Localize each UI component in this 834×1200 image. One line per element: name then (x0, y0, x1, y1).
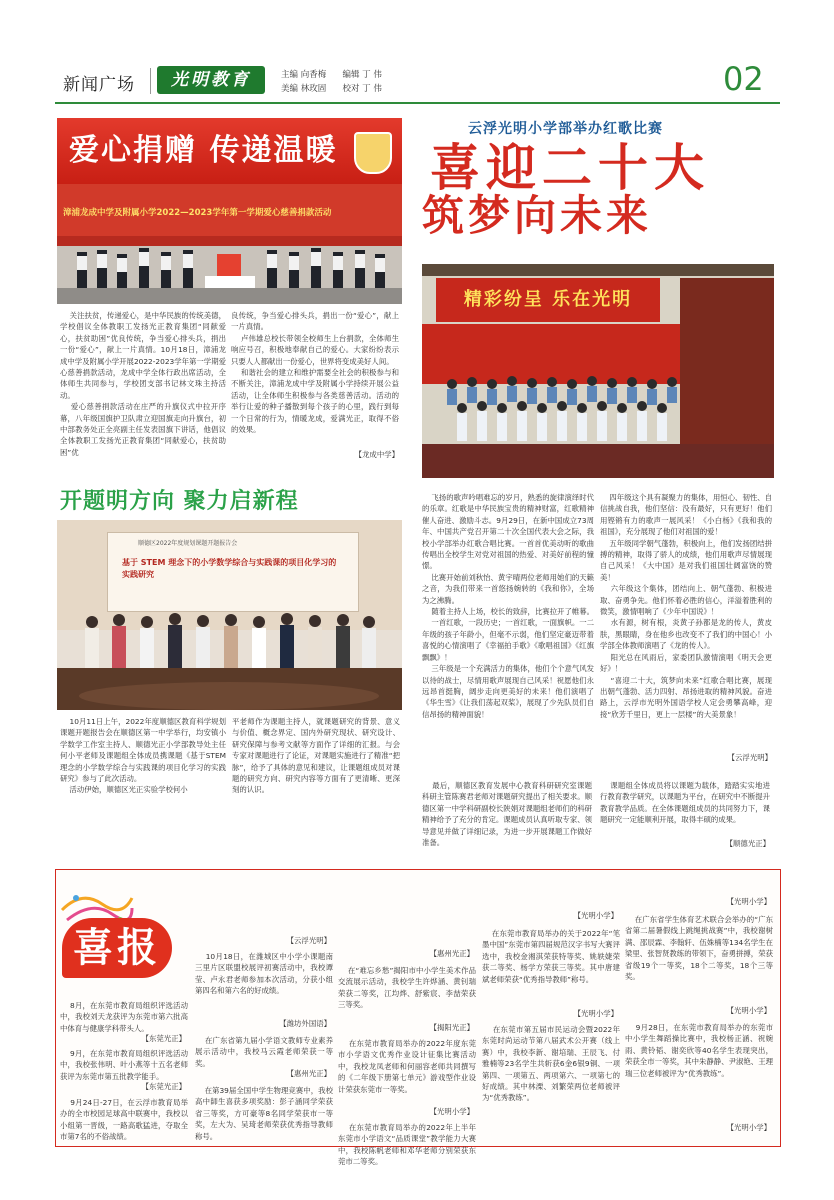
xibao-item: 在东莞市教育局举办的2022年上半年东莞市小学语文“品质课堂”教学能力大赛中，我校陈帆老师和邓华老师分别荣获东莞市二等奖。 (338, 1123, 477, 1167)
presentation-screen (107, 532, 359, 612)
xibao-item-sig: 【东莞光正】 (141, 1034, 186, 1043)
research-title: 开题明方向 聚力启新程 (60, 489, 299, 514)
xibao-item: 8月，在东莞市教育局组织评选活动中，我校刘天龙获评为东莞市第六批高中体育与健康学科带头人。 (60, 1001, 188, 1033)
section-title: 新闻广场 (63, 75, 135, 95)
research-text-col2: 平老师作为课题主持人，就课题研究的背景、意义与价值、概念界定、国内外研究现状、研究设计、研究保障与参考文献等方面作了详细的汇报。与会专家对课题进行了论证，对课题实施进行了精准“把脉”，给予了具体的意见和建议，让课题组成员对课题的研究方向、研究内容等方面有了更清晰、更深刻的认识。 (232, 717, 400, 795)
xibao-item: 在东莞市第五届市民运动会暨2022年东莞时尚运动节第八届武术公开赛（线上赛）中，我校李新、谢培瑞、王辰飞、付雅楠等23名学生共斩获6金6银9铜、一项第四、一项第五、两项第六、一项第七的好成绩。其中林溧、刘繁荣两位老师被评为“优秀教练”。 (482, 1025, 621, 1103)
xibao-item-sig: 【潍坊外国语】 (279, 1019, 331, 1028)
charity-banner: 漳浦龙成中学及附属小学2022—2023学年第一学期爱心慈善捐款活动 (63, 208, 332, 218)
song-contest-kicker: 云浮光明小学部举办红歌比赛 (468, 121, 663, 137)
stage-screen (436, 278, 660, 322)
header-divider (150, 68, 151, 94)
xibao-item: 在东莞市教育局举办的关于2022年“笔墨中国”东莞市第四届规范汉字书写大赛评选中，我校金湘淇荣获特等奖、姚轶婕荣获二等奖、杨学方荣获三等奖。其中唐建斌老师荣获“优秀指导教师”称号。 (482, 929, 620, 984)
teachers-group (57, 606, 402, 710)
stage-text: 精彩纷呈 乐在光明 (463, 289, 633, 310)
choir-group (422, 364, 774, 478)
xibao-item: 10月18日，在潍城区中小学小课题南三里片区联盟校展评初赛活动中，我校谭莹、卢永君老师参加本次活动，分获小组第四名和第六名的好成绩。 (195, 952, 333, 996)
xibao-item-cont (195, 888, 333, 932)
charity-title-bar (57, 118, 402, 184)
xibao-item-sig: 【惠州光正】 (286, 1069, 331, 1078)
xibao-item-sig: 【光明小学】 (726, 1006, 771, 1015)
editor-label: 美编 (281, 84, 299, 94)
xibao-item: 9月24日-27日，在云浮市教育局举办的全市校园足球高中联赛中，我校以小组第一晋级，一路高歌猛进，夺取全市第7名的不俗战绩。 (60, 1098, 188, 1142)
research-photo (57, 520, 402, 710)
charity-title: 爱心捐赠 传递温暖 (69, 133, 338, 168)
xibao-item: 在广东省第九届小学语文教师专业素养展示活动中，我校马云霞老师荣获一等奖。 (195, 1036, 333, 1068)
slide-title: 基于 STEM 理念下的小学数学综合与实践课的项目化学习的实践研究 (122, 558, 337, 579)
xibao-item-sig: 【光明小学】 (573, 911, 618, 920)
editor-credits (281, 68, 421, 96)
research-text-col1: 10月11日上午，2022年度顺德区教育科学规划课题开题报告会在顺德区第一中学举行，均安镇小学数学工作室主持人、顺德光正小学部教导处主任何小平老师及课题组全体成员携课题《基于STEM理念的小学数学综合与实践课的项目化学习的实践研究》参与了此次活动。 活动伊始，顺德区光正实验学校何小 (60, 717, 226, 795)
charity-signature: 【龙成中学】 (354, 450, 399, 459)
header-rule (55, 102, 780, 104)
xibao-item-sig: 【揭阳光正】 (429, 1023, 474, 1032)
song-contest-text-col1: 飞扬的歌声吟唱难忘的岁月，熟悉的旋律演绎时代的乐章。红歌是中华民族宝贵的精神财富，红歌精神催人奋进、激励斗志。9月29日，在新中国成立73周年、中国共产党召开第二十次全国代表大会之际，我校小学部举办红歌合唱比赛。一首首优美动听的歌曲传唱出全校学生对党对祖国的热爱、对美好前程的憧憬。 比赛开始前刘秋怡、黄宇晴两位老师用她们的天籁之音，为我们带来一首悠扬婉转的《我和你》，全场为之沸腾。 随着主持人上场，校长的致辞，比赛拉开了帷幕。 一首红歌，一段历史；一首红歌，一面旗帜。一二年级的孩子年龄小，但毫不示弱，他们坚定豪迈带着喜悦的心情演唱了《幸福拍手歌》《歌唱祖国》《红旗飘飘》！ 三年级是一个充满活力的集体，他们个个意气风发以待的战士，尽情用歌声展现自己风采！祝愿他们永远昂首挺胸，阔步走向更美好的未来！他们演唱了《华生雪》《让我们荡起双桨》，展现了少先队员们自信昂扬的精神面貌！ (422, 493, 595, 719)
xibao-item-sig: 【光明小学】 (573, 1009, 618, 1018)
song-contest-photo (422, 264, 774, 478)
song-contest-signature: 【云浮光明】 (727, 753, 772, 762)
song-contest-title-1: 喜迎二十大 (430, 138, 710, 197)
school-emblem-icon (354, 132, 392, 174)
xibao-item: 9月28日，在东莞市教育局举办的东莞市中小学生舞蹈操比赛中，我校杨正涵、祝婉雨、黄铃韬、谢奕欣等40名学生表现突出，荣获全市一等奖，其中朱静静、尹淑艳、王理瑞三位老师被评为“优秀教练”。 (625, 1023, 773, 1078)
editor-name: 林玫固 (300, 84, 327, 94)
brand-logo (157, 66, 265, 94)
xibao-item: 在第39届全国中学生物理竞赛中，我校高中師生喜获多项奖励：彭子涵同学荣获省三等奖，方可豪等8名同学荣获市一等奖，左大为、吴琦老师荣获优秀指导教师称号。 (195, 1086, 333, 1141)
xibao-item-sig: 【惠州光正】 (429, 949, 474, 958)
charity-text-col2: 良传统，争当爱心排头兵，捐出一份“爱心”，献上一片真情。 卢伟雄总校长带领全校师生上台捐款，全体师生响应号召，积极地奉献自己的爱心。大家纷纷表示只要人人都献出一份爱心，世界将变成美好人间。 和谐社会的建立和维护需要全社会的积极参与和不断关注，漳浦龙成中学及附属小学持续开展公益活动，让全体师生积极参与各类慈善活动。活动的举行让爱的种子播散到每个孩子的心里，践行到每一个日常的行为，情暖龙成，爱满光正，取得不俗的效果。 (231, 311, 399, 435)
editor-label: 编辑 (342, 70, 360, 80)
xibao-item: 在东莞市教育局举办的2022年度东莞市小学语文优秀作业设计征集比赛活动中，我校龙凤老师和何丽容老师共同撰写的《二年级下册第七单元》游戏型作业设计荣获东莞市一等奖。 (338, 1039, 477, 1094)
xibao-item-sig: 【光明小学】 (726, 897, 771, 906)
page-header (55, 60, 780, 98)
xibao-item-sig: 【光明小学】 (429, 1107, 474, 1116)
xibao-title: 喜报 (62, 918, 172, 978)
xibao-item: 9月，在东莞市教育局组织评选活动中，我校张伟明、叶小燕等十五名老师获评为东莞市第五批教学能手。 (60, 1049, 188, 1081)
students-group (57, 244, 402, 304)
editor-label: 校对 (342, 84, 360, 94)
research-text-col3: 最后，顺德区教育发展中心教育科研研究室课题科研主管陈赛君老师对课题研究提出了相关要求。顺德区第一中学科研副校长陕娟对课题组老师们的科研精神给予了充分的肯定。课题成员认真听取专家、领导意见并做了详细记录，为进一步开展课题工作做好准备。 (422, 781, 592, 848)
editor-name: 向香梅 (300, 70, 327, 80)
slide-subtitle: 顺德区2022年度规划课题开题报告会 (138, 540, 238, 547)
research-signature: 【顺德光正】 (725, 839, 770, 848)
brand-text: 光明教育 (171, 70, 251, 90)
research-text-col4: 课题组全体成员将以课题为载体，踏踏实实地进行教育教学研究，以课题为平台，在研究中不断提升教育教学品质。在全体课题组成员的共同努力下，课题研究一定能顺利开展，取得丰硕的成果。 (600, 781, 770, 825)
editor-name: 丁 伟 (362, 70, 382, 80)
page-number: 02 (723, 60, 764, 98)
song-contest-text-col2: 四年级这个具有凝聚力的集体，用恒心、韧性、自信挑战自我，他们坚信：没有最好，只有更好！他们用铿锵有力的歌声一展风采！《小白杨》《我和我的祖国》，充分展现了他们对祖国的爱！ 五年级同学朝气蓬勃，积极向上，他们发扬团结拼搏的精神，取得了骄人的成绩，他们用歌声尽情展现自己风采！《大中国》是对我们祖国壮阔富饶的赞美！ 六年级这个集体，团结向上、朝气蓬勃、积极进取、奋勇争先。他们怀着必胜的信心，洋溢着胜利的微笑，激情唱响了《少年中国说》！ 水有源，树有根，炎黄子孙都是龙的传人，黄皮肤，黑眼睛，身在他乡也改变不了我们的中国心！小学部全体教师演唱了《龙的传人》。 阳光总在风雨后，家委团队激情演唱《明天会更好》！ “喜迎二十大，筑梦向未来”红歌合唱比赛，展现出朝气蓬勃、活力四射、昂扬进取的精神风貌。奋进路上，云浮市光明外国语学校人定会勇攀高峰，迎接“欣芳千里日，更上一层楼”的大美景象！ (600, 493, 773, 719)
xibao-item-sig: 【光明小学】 (726, 1123, 771, 1132)
charity-text-col1: 关注扶贫，传递爱心，是中华民族的传统美德，学校倡议全体教职工发扬光正教育集团“同献爱心，扶贫助困”优良传统，争当爱心排头兵，捐出一份“爱心”，献上一片真情。10月18日，漳浦龙成中学及附属小学开展2022-2023学年第一学期爱心慈善捐款活动，龙成中学全体行政出席活动，全体师生共同参与，学校团支部书记林文珠主持活动。 爱心慈善捐款活动在庄严的升旗仪式中拉开序幕，八年级国旗护卫队肃立迎国旗走向升旗台，初中部教务处正全亮副主任发表国旗下讲话，他倡议全体教职工发扬光正教育集团“同献爱心，扶贫助困”优 (60, 311, 226, 457)
editor-name: 丁 伟 (362, 84, 382, 94)
xibao-item: 在“难忘乡愁”揭阳市中小学生美术作品交流展示活动，我校学生许烨涵、黄钊瑞荣获二等奖，江均烨、舒紫宸、李喆荣获三等奖。 (338, 966, 476, 1010)
editor-label: 主编 (281, 70, 299, 80)
song-contest-title-2: 筑梦向未来 (422, 191, 653, 240)
xibao-item-sig: 【云浮光明】 (286, 936, 331, 945)
xibao-item-sig: 【东莞光正】 (141, 1082, 186, 1091)
xibao-item: 在广东省学生体育艺术联合会举办的“广东省第二届暑假线上跳绳挑战赛”中，我校谢树满、邵辰霖、李翰轩、伍姝楠等134名学生在梁里、张智贤教练的带领下，奋勇拼搏，荣获省级19个一等奖，18个二等奖，18个三等奖。 (625, 915, 773, 982)
charity-photo (57, 184, 402, 304)
